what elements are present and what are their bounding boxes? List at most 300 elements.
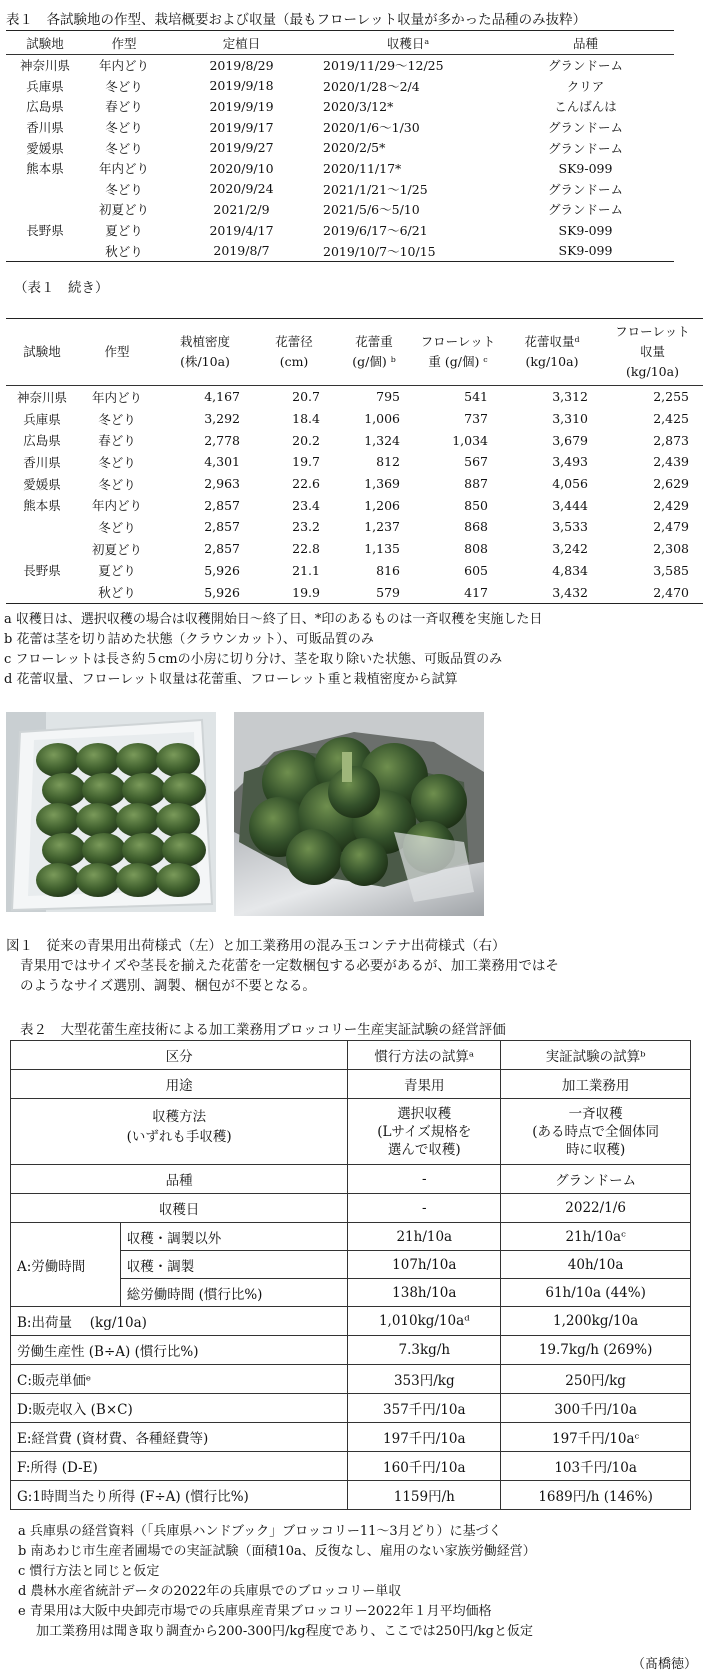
table-cell: グランドーム: [547, 181, 623, 197]
table-cell: 2,308: [653, 541, 689, 557]
row-value: -: [348, 1165, 501, 1194]
table-row: [6, 429, 703, 451]
broccoli-head: [122, 773, 166, 807]
table1-header: 収穫日ᵃ: [319, 31, 497, 55]
table-cell: 2020/1/28～2/4: [323, 78, 420, 94]
broccoli-head: [76, 803, 120, 837]
table1b-header: [156, 319, 254, 386]
table-cell: 2019/9/19: [209, 98, 274, 114]
table2-row: [11, 1365, 691, 1394]
table-cell: クリア: [566, 78, 605, 94]
row-label: 収穫・調製以外: [120, 1223, 348, 1251]
note-a: a 収穫日は、選択収穫の場合は収穫開始日～終了日、*印のあるものは一斉収穫を実施した日: [4, 612, 543, 627]
table-cell: 愛媛県: [23, 476, 61, 492]
table2-row: [11, 1481, 691, 1510]
table-cell: [6, 199, 84, 220]
row-value: 1159円/h: [348, 1481, 501, 1510]
table-cell: [6, 581, 78, 603]
broccoli-head: [116, 803, 160, 837]
table1b-caption: （表１ 続き）: [14, 280, 109, 296]
header-unit: (kg/10a): [525, 354, 579, 369]
table-cell: こんばんは: [554, 99, 617, 115]
broccoli-head: [76, 743, 120, 777]
table-cell: 2019/10/7～10/15: [319, 240, 497, 261]
table-cell: グランドーム: [547, 120, 623, 136]
table-cell: 3,312: [552, 389, 588, 405]
table-cell: 605: [464, 562, 488, 578]
table-row: [6, 516, 703, 538]
table-row: [6, 158, 674, 179]
row-value: 1,200kg/10a: [501, 1307, 691, 1336]
table2-row: [11, 1307, 691, 1336]
table-cell: 2,479: [653, 519, 689, 535]
row-value: 7.3kg/h: [348, 1336, 501, 1365]
table1b-header: [78, 319, 156, 386]
table-cell: 868: [464, 519, 488, 535]
row-value: 107h/10a: [348, 1251, 501, 1279]
table1-header: 定植日: [164, 31, 319, 55]
table-cell: 香川県: [26, 120, 64, 136]
broccoli-head: [42, 773, 86, 807]
row-value: 加工業務用: [501, 1070, 691, 1099]
table-row: [6, 199, 674, 220]
broccoli-container-image: [234, 712, 484, 916]
row-value: 250円/kg: [501, 1365, 691, 1394]
table1-header: 作型: [84, 31, 164, 55]
broccoli-head: [82, 773, 126, 807]
table1-body: [6, 55, 674, 262]
table-row: [6, 538, 703, 560]
table-cell: 795: [376, 389, 400, 405]
broccoli-head: [156, 803, 200, 837]
broccoli-head: [36, 803, 80, 837]
table-cell: 兵庫県: [26, 78, 64, 94]
table-cell: 長野県: [23, 563, 61, 579]
table-cell: 冬どり: [105, 181, 143, 197]
table-cell: 1,006: [364, 411, 400, 427]
table-cell: 冬どり: [105, 120, 143, 136]
table-cell: グランドーム: [547, 140, 623, 156]
table-cell: 秋どり: [78, 581, 156, 603]
broccoli-head: [340, 838, 388, 886]
table-cell: 兵庫県: [23, 411, 61, 427]
table-cell: 神奈川県: [16, 389, 67, 405]
table1b-header-row: [6, 319, 703, 386]
table-cell: 541: [464, 389, 488, 405]
header-text: 試験地: [23, 344, 61, 359]
table-cell: 2020/1/6～1/30: [323, 120, 420, 136]
table1-header-row: [6, 31, 674, 55]
table-cell: 812: [376, 454, 400, 470]
table1b-header: [6, 319, 78, 386]
table-cell: 2021/1/21～1/25: [323, 181, 428, 197]
table-cell: 22.8: [292, 541, 320, 557]
row-label: [11, 1099, 348, 1165]
table1b-header: [334, 319, 414, 386]
table-cell: 冬どり: [105, 140, 143, 156]
table-cell: 春どり: [105, 99, 143, 115]
table-cell: 1,369: [364, 476, 400, 492]
header-text: 栽植密度: [179, 334, 230, 349]
table-cell: 3,533: [552, 519, 588, 535]
row-value: 103千円/10a: [501, 1452, 691, 1481]
table-cell: SK9-099: [558, 222, 613, 238]
table-row: [6, 137, 674, 158]
table2-row-labor-1: [11, 1223, 691, 1251]
table-cell: 2,629: [653, 476, 689, 492]
row-value: 160千円/10a: [348, 1452, 501, 1481]
table-cell: 3,242: [552, 541, 588, 557]
row-label: 品種: [11, 1165, 348, 1194]
note-e-continued: 加工業務用は聞き取り調査から200-300円/kg程度であり、ここでは250円/kgと仮定: [36, 1624, 533, 1639]
table-cell: 2019/9/27: [209, 140, 274, 156]
table-cell: 2019/11/29～12/25: [323, 58, 444, 74]
table-cell: [6, 516, 78, 538]
table-cell: 冬どり: [98, 519, 136, 535]
table-row: [6, 117, 674, 138]
broccoli-head: [122, 833, 166, 867]
row-value: グランドーム: [501, 1165, 691, 1194]
table-row: [6, 386, 703, 408]
table-cell: 2019/9/17: [209, 119, 274, 135]
table2-row: [11, 1336, 691, 1365]
broccoli-head: [36, 863, 80, 897]
table-row: [6, 76, 674, 97]
table1b: [6, 318, 703, 604]
table-cell: 1,135: [364, 541, 400, 557]
table-cell: 23.4: [292, 497, 320, 513]
table-cell: [6, 179, 84, 200]
table2-head-conventional: 慣行方法の試算ᵃ: [348, 1041, 501, 1070]
table-cell: SK9-099: [497, 240, 674, 261]
table-cell: 2020/11/17*: [323, 160, 402, 176]
table-cell: 4,301: [204, 454, 240, 470]
broccoli-head: [162, 773, 206, 807]
table2-row: [11, 1423, 691, 1452]
table-cell: 23.2: [292, 519, 320, 535]
figure1-caption-line3: のようなサイズ選別、調製、梱包が不要となる。: [20, 978, 316, 994]
header-unit: 重 (g/個) ᶜ: [428, 354, 488, 369]
row-value: 61h/10a (44%): [501, 1279, 691, 1307]
value-line: (ある時点で全個体同: [532, 1123, 659, 1140]
table-cell: 年内どり: [98, 58, 149, 74]
row-value: [501, 1099, 691, 1165]
value-line: 選択収穫: [397, 1105, 452, 1122]
table-cell: 長野県: [26, 223, 64, 239]
table-cell: 18.4: [292, 411, 320, 427]
table-cell: 2019/8/29: [209, 57, 274, 73]
table-cell: 2020/9/24: [209, 181, 274, 197]
header-text: 花蕾重: [355, 334, 393, 349]
table-cell: 初夏どり: [91, 541, 142, 557]
table-cell: 567: [464, 454, 488, 470]
row-label: F:所得 (D-E): [11, 1452, 348, 1481]
broccoli-box-image: [6, 712, 216, 912]
table-row: [6, 451, 703, 473]
header-unit: (g/個) ᵇ: [352, 354, 396, 369]
table-cell: 3,585: [653, 562, 689, 578]
table-cell: 香川県: [23, 454, 61, 470]
table2: [10, 1040, 691, 1510]
table2-head-category: 区分: [11, 1041, 348, 1070]
row-value: 357千円/10a: [348, 1394, 501, 1423]
broccoli-head: [116, 863, 160, 897]
table-cell: 夏どり: [105, 223, 143, 239]
row-label: 用途: [11, 1070, 348, 1099]
table-cell: 3,292: [204, 411, 240, 427]
row-value: 197千円/10a: [348, 1423, 501, 1452]
photo-processing-container: [234, 712, 484, 916]
table-cell: グランドーム: [547, 58, 623, 74]
row-label: G:1時間当たり所得 (F÷A) (慣行比%): [11, 1481, 348, 1510]
table2-row-method: [11, 1099, 691, 1165]
table-cell: 冬どり: [98, 454, 136, 470]
header-text: 花蕾収量ᵈ: [524, 334, 580, 349]
broccoli-head: [156, 863, 200, 897]
row-value: [348, 1099, 501, 1165]
value-line: (Lサイズ規格を: [377, 1123, 472, 1140]
row-value: 21h/10a: [348, 1223, 501, 1251]
table-cell: 年内どり: [98, 161, 149, 177]
broccoli-head: [42, 833, 86, 867]
table-cell: 2021/2/9: [213, 201, 270, 217]
table-cell: 20.2: [292, 432, 320, 448]
table-row: [6, 581, 703, 603]
table-cell: 2019/8/7: [164, 240, 319, 261]
table-cell: 579: [334, 581, 414, 603]
header-text: 花蕾径: [275, 334, 313, 349]
table-cell: 737: [464, 411, 488, 427]
table-cell: 初夏どり: [98, 202, 149, 218]
row-value: 300千円/10a: [501, 1394, 691, 1423]
table-cell: 3,493: [552, 454, 588, 470]
table1b-body: [6, 386, 703, 604]
header-text: フローレット: [615, 324, 690, 339]
row-value: 197千円/10aᶜ: [501, 1423, 691, 1452]
note-c: c フローレットは長さ約５cmの小房に切り分け、茎を取り除いた状態、可販品質のみ: [4, 652, 503, 667]
table-cell: [6, 240, 84, 261]
header-text: 収量: [639, 344, 665, 359]
row-label: D:販売収入 (B×C): [11, 1394, 348, 1423]
row-value: 138h/10a: [348, 1279, 501, 1307]
row-label: 総労働時間 (慣行比%): [120, 1279, 348, 1307]
author: （髙橋徳）: [631, 1657, 697, 1672]
table-cell: 2,470: [602, 581, 703, 603]
table-cell: 20.7: [292, 389, 320, 405]
table-cell: 417: [414, 581, 502, 603]
table-cell: 2,857: [204, 519, 240, 535]
table2-notes: [18, 1522, 536, 1642]
table-cell: 2,963: [204, 476, 240, 492]
row-value: 2022/1/6: [501, 1194, 691, 1223]
table2-row-variety: [11, 1165, 691, 1194]
row-label-sub: (いずれも手収穫): [126, 1129, 232, 1145]
table-row: [6, 55, 674, 76]
table1-caption: 表１ 各試験地の作型、栽培概要および収量（最もフローレット収量が多かった品種のみ抜粋）: [6, 12, 587, 28]
table1-notes: [4, 610, 542, 690]
table-cell: 2,439: [653, 454, 689, 470]
row-value: 21h/10aᶜ: [501, 1223, 691, 1251]
table-row: [6, 408, 703, 430]
table-cell: グランドーム: [547, 202, 623, 218]
note-a: a 兵庫県の経営資料（「兵庫県ハンドブック」ブロッコリー11～3月どり）に基づく: [18, 1524, 502, 1539]
table-cell: [6, 538, 78, 560]
table-row: [6, 240, 674, 261]
table-cell: 冬どり: [98, 476, 136, 492]
table-cell: 1,237: [364, 519, 400, 535]
table-cell: 年内どり: [91, 389, 142, 405]
table2-row-use: [11, 1070, 691, 1099]
table-cell: 19.9: [254, 581, 334, 603]
table1b-header: [602, 319, 703, 386]
row-label: B:出荷量 (kg/10a): [11, 1307, 348, 1336]
table-cell: 808: [464, 541, 488, 557]
note-e: e 青果用は大阪中央卸売市場での兵庫県産青果ブロッコリー2022年１月平均価格: [18, 1604, 492, 1619]
header-unit: (株/10a): [180, 354, 230, 369]
table-cell: 19.7: [292, 454, 320, 470]
table-cell: 熊本県: [23, 498, 61, 514]
table2-head-row: [11, 1041, 691, 1070]
broccoli-head: [286, 829, 342, 885]
note-b: b 南あわじ市生産者圃場での実証試験（面積10a、反復なし、雇用のない家族労働経営）: [18, 1544, 536, 1559]
table-cell: 2,778: [204, 432, 240, 448]
row-label: C:販売単価ᵉ: [11, 1365, 348, 1394]
header-text: 作型: [104, 344, 130, 359]
value-line: 選んで収穫): [387, 1141, 461, 1158]
header-text: フローレット: [420, 334, 496, 349]
table-cell: 887: [464, 476, 488, 492]
table-cell: 4,834: [552, 562, 588, 578]
table-cell: 広島県: [26, 99, 64, 115]
table-cell: 2019/9/18: [209, 78, 274, 94]
table1: [6, 30, 674, 262]
photo-fresh-market-box: [6, 712, 216, 912]
table-cell: 2019/6/17～6/21: [323, 223, 428, 239]
table-row: [6, 220, 674, 241]
broccoli-head: [156, 743, 200, 777]
header-unit: (cm): [279, 354, 309, 369]
table-cell: 4,167: [204, 389, 240, 405]
row-value: 青果用: [348, 1070, 501, 1099]
table1b-header: [254, 319, 334, 386]
table-cell: 2020/3/12*: [323, 98, 394, 114]
row-value: 353円/kg: [348, 1365, 501, 1394]
table-cell: 冬どり: [98, 411, 136, 427]
table-cell: 秋どり: [84, 240, 164, 261]
row-label: E:経営費 (資材費、各種経費等): [11, 1423, 348, 1452]
table-cell: 2,429: [653, 497, 689, 513]
row-value: -: [348, 1194, 501, 1223]
broccoli-head: [82, 833, 126, 867]
table1-header: 試験地: [6, 31, 84, 55]
row-label-text: 収穫方法: [152, 1109, 207, 1125]
table-cell: 3,679: [552, 432, 588, 448]
table-cell: 4,056: [552, 476, 588, 492]
header-unit: (kg/10a): [626, 364, 679, 379]
labor-label: A:労働時間: [11, 1223, 121, 1307]
table2-body: [11, 1307, 691, 1510]
broccoli-stem: [342, 752, 352, 782]
table1b-header: [414, 319, 502, 386]
table-row: [6, 179, 674, 200]
table-row: [6, 560, 703, 582]
row-label: 収穫日: [11, 1194, 348, 1223]
table-cell: 3,432: [502, 581, 602, 603]
row-value: 1689円/h (146%): [501, 1481, 691, 1510]
table-cell: 2020/2/5*: [323, 140, 386, 156]
row-value: 40h/10a: [501, 1251, 691, 1279]
table2-row-harvest-date: [11, 1194, 691, 1223]
table-cell: 22.6: [292, 476, 320, 492]
broccoli-head: [328, 766, 380, 818]
table-row: [6, 494, 703, 516]
table-cell: 神奈川県: [19, 58, 70, 74]
note-c: c 慣行方法と同じと仮定: [18, 1564, 160, 1579]
table2-head-trial: 実証試験の試算ᵇ: [501, 1041, 691, 1070]
table-cell: 1,324: [364, 432, 400, 448]
row-label: 労働生産性 (B÷A) (慣行比%): [11, 1336, 348, 1365]
table-cell: 816: [376, 562, 400, 578]
table-cell: 2020/9/10: [209, 160, 274, 176]
broccoli-head: [76, 863, 120, 897]
table-cell: 愛媛県: [26, 140, 64, 156]
table-cell: 2,857: [204, 497, 240, 513]
broccoli-head: [36, 743, 80, 777]
table-cell: 2,255: [653, 389, 689, 405]
table-cell: 年内どり: [91, 498, 142, 514]
value-line: 一斉収穫: [568, 1105, 623, 1122]
table-cell: 夏どり: [98, 563, 136, 579]
table-cell: 3,444: [552, 497, 588, 513]
table-cell: 21.1: [292, 562, 320, 578]
table-row: [6, 473, 703, 495]
table-cell: 春どり: [98, 433, 136, 449]
table-cell: 熊本県: [26, 161, 64, 177]
figure1-caption: 図１ 従来の青果用出荷様式（左）と加工業務用の混み玉コンテナ出荷様式（右）: [6, 938, 506, 954]
table1b-header: [502, 319, 602, 386]
broccoli-head: [162, 833, 206, 867]
table2-row: [11, 1394, 691, 1423]
table1-header: 品種: [497, 31, 674, 55]
row-value: 1,010kg/10aᵈ: [348, 1307, 501, 1336]
table-cell: 3,310: [552, 411, 588, 427]
table-cell: 2021/5/6～5/10: [323, 202, 420, 218]
table2-row: [11, 1452, 691, 1481]
table-cell: 広島県: [23, 433, 61, 449]
value-line: 時に収穫): [565, 1141, 626, 1158]
table-cell: 5,926: [204, 562, 240, 578]
broccoli-head: [116, 743, 160, 777]
table-cell: 2,857: [204, 541, 240, 557]
table-cell: 1,034: [452, 432, 488, 448]
table-cell: 2019/4/17: [209, 222, 274, 238]
figure1-caption-line2: 青果用ではサイズや茎長を揃えた花蕾を一定数梱包する必要があるが、加工業務用ではそ: [20, 958, 559, 974]
note-b: b 花蕾は茎を切り詰めた状態（クラウンカット）、可販品質のみ: [4, 632, 374, 647]
row-label: 収穫・調製: [120, 1251, 348, 1279]
note-d: d 農林水産省統計データの2022年の兵庫県でのブロッコリー単収: [18, 1584, 402, 1599]
broccoli-head: [411, 774, 467, 830]
row-value: 19.7kg/h (269%): [501, 1336, 691, 1365]
table2-caption: 表２ 大型花蕾生産技術による加工業務用ブロッコリー生産実証試験の経営評価: [20, 1022, 506, 1038]
table-cell: 2,425: [653, 411, 689, 427]
table-cell: 5,926: [156, 581, 254, 603]
table-cell: 冬どり: [105, 78, 143, 94]
table-cell: 850: [464, 497, 488, 513]
table-cell: 2,873: [653, 432, 689, 448]
note-d: d 花蕾収量、フローレット収量は花蕾重、フローレット重と栽植密度から試算: [4, 672, 458, 687]
table-cell: 1,206: [364, 497, 400, 513]
table-cell: SK9-099: [558, 160, 613, 176]
